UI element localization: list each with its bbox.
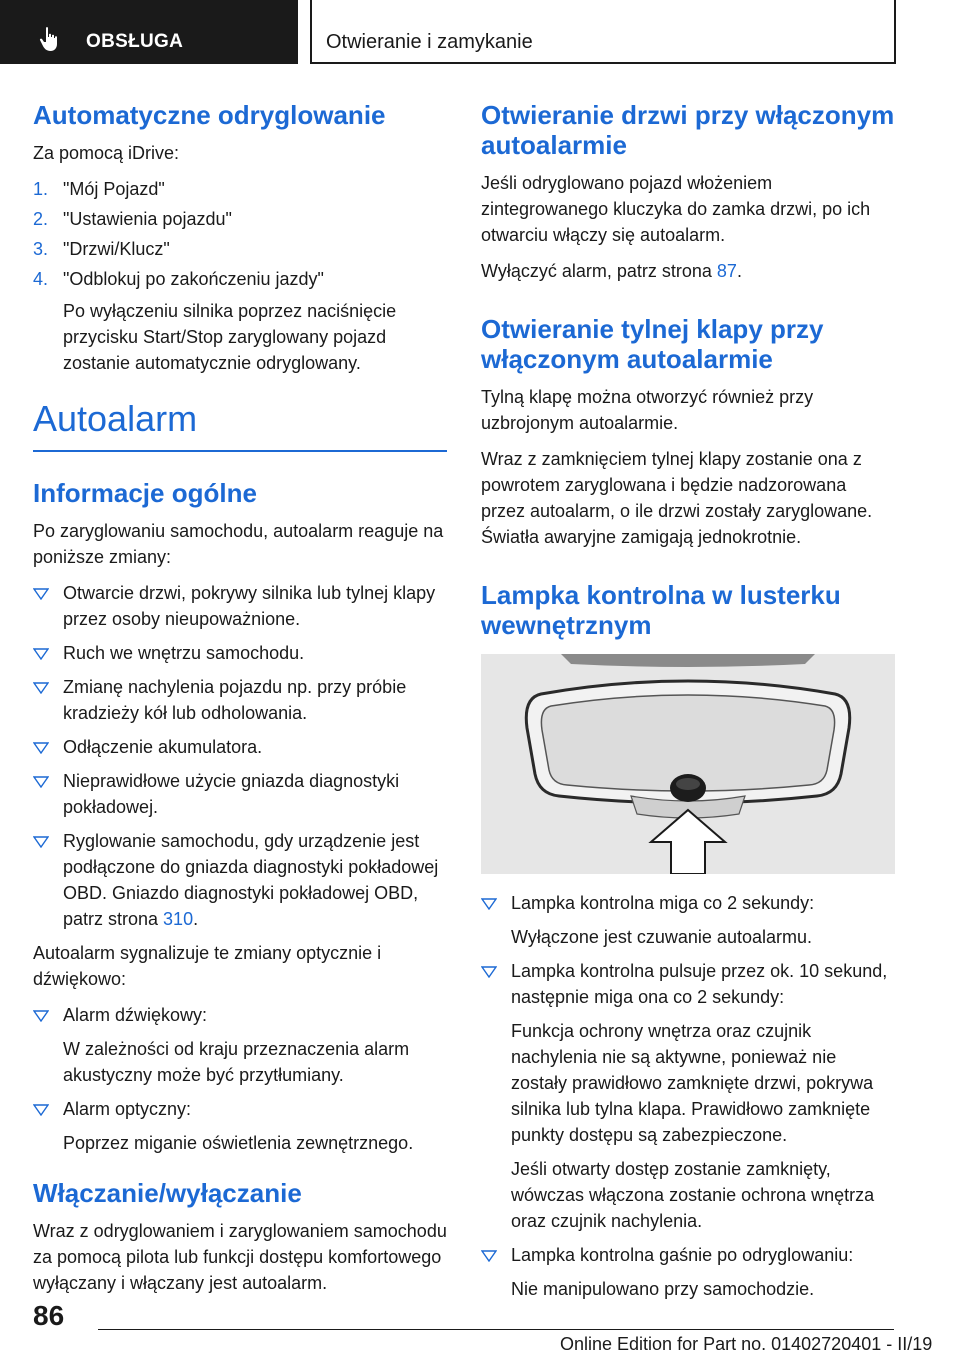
indicator-note: Funkcja ochrony wnętrza oraz czujnik nachylenia nie są aktywne, ponieważ nie zostały prawidłowo zamknięte drzwi, pokrywa silnika lub tylna klapa. Prawidłowo zamknięte punkty dostępu są zabezpieczone. bbox=[511, 1021, 874, 1145]
page-ref-link[interactable]: 87 bbox=[716, 261, 737, 281]
list-item: Zmianę nachylenia pojazdu np. przy próbie kradzieży kół lub odholowania. bbox=[33, 674, 447, 726]
heading-auto-unlock: Automatyczne odryglowanie bbox=[33, 100, 386, 130]
step-item: 4. "Odblokuj po zakończeniu jazdy" bbox=[33, 269, 324, 289]
indicator-note: Nie manipulowano przy samochodzie. bbox=[511, 1279, 815, 1299]
list-item: Nieprawidłowe użycie gniazda diagnostyki pokładowej. bbox=[33, 768, 447, 820]
section-tab-label: OBSŁUGA bbox=[86, 31, 184, 52]
heading-open-tailgate: Otwieranie tylnej klapy przy włączonym autoalarmie bbox=[481, 314, 824, 374]
left-column bbox=[33, 100, 447, 1306]
hand-pointer-icon bbox=[38, 26, 62, 52]
signal-intro: Autoalarm sygnalizuje te zmiany optycznie i dźwiękowo: bbox=[33, 943, 382, 989]
list-item: Lampka kontrolna miga co 2 sekundy: bbox=[481, 890, 895, 916]
section-tab bbox=[0, 0, 298, 64]
alarm-sound-note: W zależności od kraju przeznaczenia alarm akustyczny może być przytłumiany. bbox=[63, 1039, 410, 1085]
alarm-types-list-2 bbox=[33, 1096, 447, 1122]
triangle-bullet-icon bbox=[33, 1104, 49, 1116]
open-tailgate-text-2: Wraz z zamknięciem tylnej klapy zostanie ona z powrotem zaryglowana i będzie nadzorowana przez autoalarm, o ile drzwi zostały zaryglowane. Światła awaryjne zamigają jednokrotnie. bbox=[481, 449, 873, 547]
step-note: Po wyłączeniu silnika poprzez naciśnięcie przycisku Start/Stop zaryglowany pojazd zostanie automatycznie odryglowany. bbox=[63, 301, 397, 373]
open-doors-text: Jeśli odryglowano pojazd włożeniem zintegrowanego kluczyka do zamka drzwi, po ich otwarciu włączy się autoalarm. bbox=[481, 173, 871, 245]
list-item: Lampka kontrolna pulsuje przez ok. 10 sekund, następnie miga ona co 2 sekundy: bbox=[481, 958, 895, 1010]
triangle-bullet-icon bbox=[481, 966, 497, 978]
alarm-types-list bbox=[33, 1002, 447, 1028]
alarm-optical-note: Poprzez miganie oświetlenia zewnętrznego. bbox=[63, 1133, 414, 1153]
triangle-bullet-icon bbox=[33, 1010, 49, 1022]
list-item: Alarm optyczny: bbox=[33, 1096, 447, 1122]
footer-edition: Online Edition for Part no. 01402720401 - II/19 bbox=[560, 1334, 933, 1354]
triangle-bullet-icon bbox=[33, 836, 49, 848]
heading-open-doors: Otwieranie drzwi przy włączonym autoalarmie bbox=[481, 100, 895, 160]
open-tailgate-text-1: Tylną klapę można otworzyć również przy uzbrojonym autoalarmie. bbox=[481, 387, 814, 433]
list-item: Lampka kontrolna gaśnie po odryglowaniu: bbox=[481, 1242, 895, 1268]
triangle-bullet-icon bbox=[33, 588, 49, 600]
heading-on-off: Włączanie/wyłączanie bbox=[33, 1178, 302, 1208]
indicator-list bbox=[481, 890, 895, 916]
list-item: Odłączenie akumulatora. bbox=[33, 734, 447, 760]
heading-general-info: Informacje ogólne bbox=[33, 478, 257, 508]
triangle-bullet-icon bbox=[33, 682, 49, 694]
triangle-bullet-icon bbox=[33, 742, 49, 754]
step-item: 2. "Ustawienia pojazdu" bbox=[33, 209, 232, 229]
triangle-bullet-icon bbox=[33, 776, 49, 788]
list-item: Alarm dźwiękowy: bbox=[33, 1002, 447, 1028]
triangle-bullet-icon bbox=[481, 898, 497, 910]
list-item: Ruch we wnętrzu samochodu. bbox=[33, 640, 447, 666]
heading-indicator: Lampka kontrolna w lusterku wewnętrznym bbox=[481, 580, 841, 640]
list-item: Ryglowanie samochodu, gdy urządzenie jest podłączone do gniazda diagnostyki pokładowej OBD. Gniazdo diagnostyki pokładowej OBD, patrz strona 310. bbox=[33, 828, 447, 932]
indicator-list-2 bbox=[481, 958, 895, 1010]
step-item: 1. "Mój Pojazd" bbox=[33, 179, 165, 199]
triangle-bullet-icon bbox=[33, 648, 49, 660]
chapter-title: Autoalarm bbox=[33, 398, 447, 452]
alarm-triggers-list bbox=[33, 580, 447, 932]
indicator-note: Jeśli otwarty dostęp zostanie zamknięty, wówczas włączona zostanie ochrona wnętrza oraz czujnik nachylenia. bbox=[511, 1159, 875, 1231]
general-intro: Po zaryglowaniu samochodu, autoalarm reaguje na poniższe zmiany: bbox=[33, 521, 444, 567]
footer-divider bbox=[98, 1329, 894, 1330]
page-ref-link[interactable]: 310 bbox=[163, 909, 194, 929]
rearview-mirror-icon bbox=[481, 654, 895, 874]
page-number: 86 bbox=[33, 1300, 65, 1331]
open-doors-ref: Wyłączyć alarm, patrz strona 87. bbox=[481, 261, 742, 281]
page-header-title: Otwieranie i zamykanie bbox=[326, 31, 533, 53]
auto-unlock-intro: Za pomocą iDrive: bbox=[33, 143, 180, 163]
indicator-list-3 bbox=[481, 1242, 895, 1268]
list-item: Otwarcie drzwi, pokrywy silnika lub tylnej klapy przez osoby nieupoważnione. bbox=[33, 580, 447, 632]
mirror-illustration bbox=[481, 654, 895, 874]
step-item: 3. "Drzwi/Klucz" bbox=[33, 239, 170, 259]
triangle-bullet-icon bbox=[481, 1250, 497, 1262]
auto-unlock-steps bbox=[33, 176, 447, 292]
right-column bbox=[481, 100, 895, 1310]
indicator-note: Wyłączone jest czuwanie autoalarmu. bbox=[511, 927, 812, 947]
on-off-text: Wraz z odryglowaniem i zaryglowaniem samochodu za pomocą pilota lub funkcji dostępu komfortowego wyłączany i włączany jest autoalarm. bbox=[33, 1221, 447, 1293]
